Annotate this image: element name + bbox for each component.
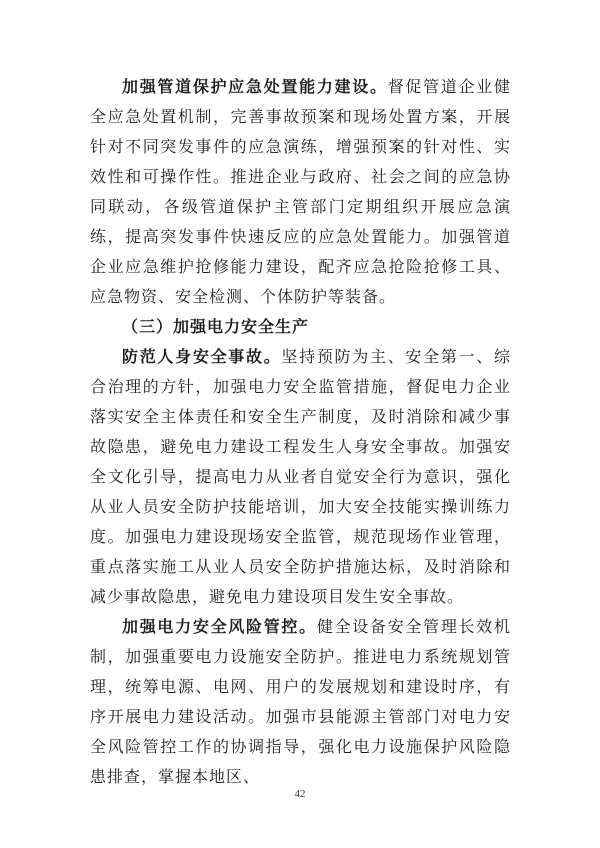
paragraph-lead-bold: 防范人身安全事故。 [122,349,282,366]
paragraph-body-text: 坚持预防为主、安全第一、综合治理的方针，加强电力安全监管措施，督促电力企业落实安全主体责任和安全生产制度，及时消除和减少事故隐患，避免电力建设工程发生人身安全事故。加强安全文化引导，提高电力从业者自觉安全行为意识，强化从业人员安全防护技能培训，加大安全技能实操训练力度。加强电力建设现场安全监管，规范现场作业管理，重点落实施工从业人员安全防护措施达标，及时消除和减少事故隐患，避免电力建设项目发生安全事故。 [90,349,511,606]
document-text-block [90,73,511,793]
page-footer [0,784,600,802]
section-heading-power-safety: （三）加强电力安全生产 [122,319,310,336]
paragraph-body-text: 督促管道企业健全应急处置机制，完善事故预案和现场处置方案，开展针对不同突发事件的应急演练，增强预案的针对性、实效性和可操作性。推进企业与政府、社会之间的应急协同联动，各级管道保护主管部门定期组织开展应急演练，提高突发事件快速反应的应急处置能力。加强管道企业应急维护抢修能力建设，配齐应急抢险抢修工具、应急物资、安全检测、个体防护等装备。 [90,79,511,306]
paragraph-personal-safety-accidents [90,343,511,613]
paragraph-power-risk-control [90,613,511,793]
paragraph-lead-bold: 加强管道保护应急处置能力建设。 [122,79,388,96]
paragraph-lead-bold: 加强电力安全风险管控。 [122,619,317,636]
paragraph-body-text: 健全设备安全管理长效机制，加强重要电力设施安全防护。推进电力系统规划管理，统筹电源、电网、用户的发展规划和建设时序，有序开展电力建设活动。加强市县能源主管部门对电力安全风险管控工作的协调指导，强化电力设施保护风险隐患排查，掌握本地区、 [90,619,511,786]
paragraph-pipeline-emergency-capability [90,73,511,313]
page-number: 42 [294,788,306,800]
